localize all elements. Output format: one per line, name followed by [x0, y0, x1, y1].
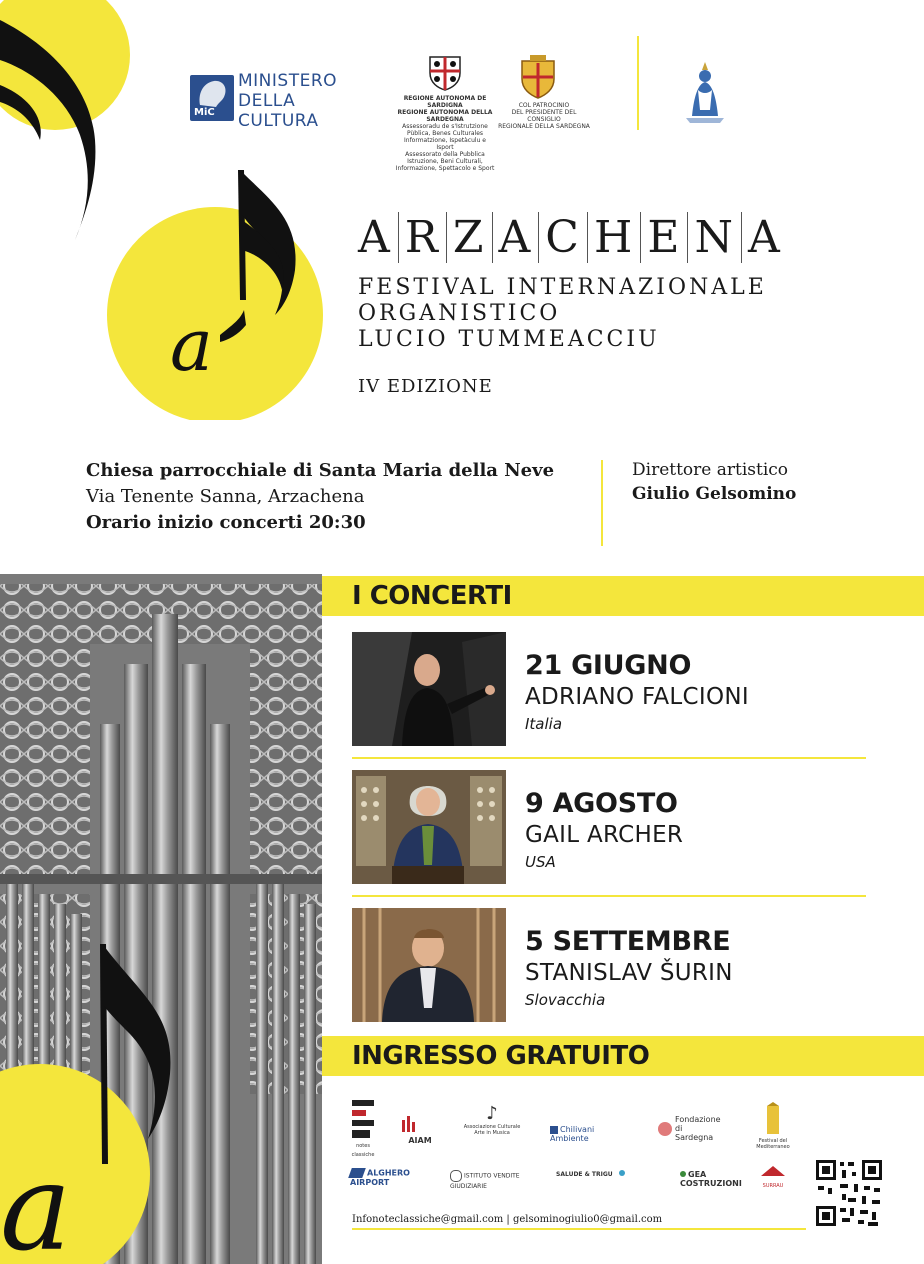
church-name: Chiesa parrocchiale di Santa Maria della Neve [86, 460, 555, 481]
consiglio-crest-icon [518, 55, 558, 99]
ivg-logo-icon [450, 1170, 462, 1182]
regione-line-2: REGIONE AUTONOMA DELLA SARDEGNA [397, 109, 493, 123]
concert-country-3: Slovacchia [525, 991, 606, 1009]
regione-line-6: Informazione, Spettacolo e Sport [395, 165, 495, 172]
sponsor-label-6: Festival del Mediterraneo [756, 1138, 790, 1150]
footer-divider [352, 1228, 806, 1230]
director-info [632, 458, 796, 506]
concert-divider-2 [352, 895, 866, 897]
sponsor-chilivani [550, 1125, 634, 1143]
concerts-header-band [322, 576, 924, 616]
director-name: Giulio Gelsomino [632, 484, 797, 504]
organ-pipes-image [0, 574, 322, 1264]
sardinia-shield-icon [428, 53, 462, 91]
concert-artist-2: GAIL ARCHER [525, 822, 684, 848]
title-letter: C [539, 212, 588, 263]
sponsor-label-7: ALGHERO AIRPORT [350, 1168, 410, 1187]
edition-label: IV EDIZIONE [358, 376, 493, 397]
mic-head-icon [190, 75, 234, 109]
concerts-heading: I CONCERTI [352, 581, 512, 611]
sponsor-salude-trigu [556, 1170, 646, 1179]
logo-circle-note [100, 160, 330, 420]
subtitle-line-1: FESTIVAL INTERNAZIONALE [358, 275, 767, 300]
svg-text:a: a [170, 303, 213, 387]
chilivani-logo-icon [550, 1126, 558, 1134]
concert-time: Orario inizio concerti 20:30 [86, 512, 366, 533]
qr-code[interactable] [814, 1158, 884, 1228]
title-letter: A [352, 212, 399, 263]
salude-logo-icon [619, 1170, 625, 1176]
airport-logo-icon [348, 1168, 366, 1178]
sponsor-label-3: Associazione Culturale Arte in Musica [463, 1124, 521, 1136]
patrocinio-line-1: COL PATROCINIO [518, 102, 570, 109]
sponsor-label-1: notes classiche [351, 1143, 375, 1158]
concert-divider-1 [352, 757, 866, 759]
fondazione-logo-icon [658, 1122, 672, 1136]
sponsor-gea-costruzioni [680, 1170, 750, 1188]
regione-line-3: Assessoradu de s'Istrutzione Pùblica, Benes Culturales [402, 123, 488, 137]
performer-photo-surin [352, 908, 506, 1022]
concert-photo-2 [352, 770, 506, 884]
festival-mediterraneo-logo-icon [763, 1102, 783, 1136]
sponsor-label-4: Chilivani Ambiente [550, 1125, 595, 1143]
organ-pipes-illustration [0, 574, 322, 1264]
sponsor-aiam [398, 1114, 442, 1145]
performer-photo-falcioni [352, 632, 506, 746]
madonna-logo-icon [680, 60, 730, 124]
title-letter: H [588, 212, 641, 263]
gea-logo-icon [680, 1171, 686, 1177]
concert-date-3: 5 SETTEMBRE [525, 926, 731, 957]
sponsor-ivg [450, 1170, 542, 1191]
patrocinio-text [496, 102, 592, 130]
concert-country-1: Italia [525, 715, 563, 733]
mic-badge-text: MiC [194, 107, 215, 118]
festival-subtitle [358, 275, 767, 353]
concert-artist-3: STANISLAV ŠURIN [525, 960, 733, 986]
regione-logo-text [395, 95, 495, 172]
director-label: Direttore artistico [632, 460, 789, 480]
mic-logo-badge [190, 75, 234, 121]
sponsor-festival-mediterraneo [746, 1102, 800, 1150]
svg-text:a: a [0, 1139, 72, 1264]
concert-country-2: USA [525, 853, 556, 871]
notes-classiche-logo-icon [352, 1100, 374, 1140]
mic-line-3: CULTURA [238, 111, 319, 131]
arte-musica-note-icon: ♪ [486, 1103, 498, 1124]
venue-address: Via Tenente Sanna, Arzachena [86, 486, 365, 507]
title-letter: A [493, 212, 540, 263]
mic-line-1: MINISTERO [238, 71, 338, 91]
subtitle-line-2: ORGANISTICO [358, 301, 561, 326]
patrocinio-line-3: REGIONALE DELLA SARDEGNA [498, 123, 590, 130]
sponsor-alghero-airport [350, 1168, 440, 1187]
concert-photo-3 [352, 908, 506, 1022]
concert-date-1: 21 GIUGNO [525, 650, 692, 681]
sponsor-label-2: AIAM [408, 1136, 432, 1145]
venue-info [86, 458, 554, 536]
sponsor-label-9: SALUDE & TRIGU [556, 1171, 613, 1178]
sponsor-fondazione-sardegna [658, 1115, 721, 1142]
concert-date-2: 9 AGOSTO [525, 788, 678, 819]
concert-photo-1 [352, 632, 506, 746]
regione-line-4: Informatzione, Ispetàculu e Isport [404, 137, 486, 151]
title-letter: N [688, 212, 742, 263]
title-letter: A [747, 212, 782, 263]
patrocinio-line-2: DEL PRESIDENTE DEL CONSIGLIO [511, 109, 577, 123]
venue-divider [601, 460, 603, 546]
sponsor-surrau [756, 1164, 790, 1191]
surrau-logo-icon [761, 1164, 785, 1178]
sponsor-arte-in-musica [462, 1104, 522, 1136]
regione-line-5: Assessorato della Pubblica Istruzione, Beni Culturali, [405, 151, 485, 165]
regione-line-1: REGIONE AUTONOMA DE SARDIGNA [403, 95, 487, 109]
sponsor-label-10: GEA COSTRUZIONI [680, 1170, 742, 1188]
concert-artist-1: ADRIANO FALCIONI [525, 684, 749, 710]
title-letter: Z [447, 212, 493, 263]
header-divider [637, 36, 639, 130]
sponsor-notes-classiche [348, 1100, 378, 1160]
mic-logo-text [238, 71, 337, 131]
performer-photo-archer [352, 770, 506, 884]
admission-band [322, 1036, 924, 1076]
sponsor-label-11: SURRAU [762, 1183, 784, 1189]
admission-text: INGRESSO GRATUITO [352, 1041, 650, 1071]
title-letter: R [399, 212, 447, 263]
mic-line-2: DELLA [238, 91, 296, 111]
sponsor-label-5: Fondazione di Sardegna [675, 1115, 721, 1142]
festival-title [352, 212, 788, 263]
contact-emails[interactable]: Infonoteclassiche@gmail.com | gelsominogiulio0@gmail.com [352, 1214, 663, 1225]
title-letter: E [641, 212, 688, 263]
aiam-logo-icon [400, 1114, 440, 1134]
sponsor-label-8: ISTITUTO VENDITE GIUDIZIARIE [450, 1172, 520, 1190]
subtitle-line-3: LUCIO TUMMEACCIU [358, 327, 660, 352]
